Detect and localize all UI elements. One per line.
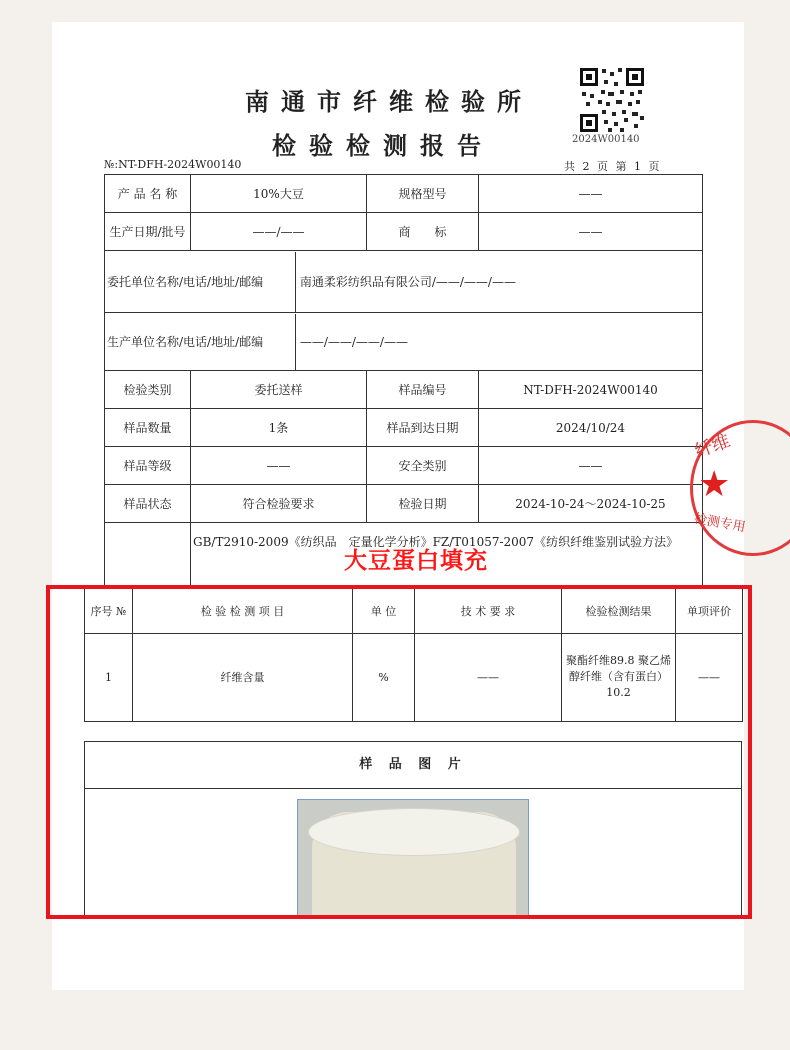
qr-code — [578, 66, 646, 134]
highlight-box — [46, 585, 752, 919]
row-requirement: —— — [415, 633, 562, 721]
sample-no-label: 样品编号 — [367, 371, 479, 409]
star-icon: ★ — [698, 464, 731, 505]
row-unit: % — [353, 633, 415, 721]
quantity-label: 样品数量 — [105, 409, 191, 447]
col-header-unit: 单 位 — [353, 589, 415, 633]
photo-section-title: 样 品 图 片 — [85, 742, 741, 789]
col-header-result: 检验检测结果 — [562, 589, 676, 633]
inspect-type-label: 检验类别 — [105, 371, 191, 409]
sample-photo — [297, 799, 529, 919]
col-header-item: 检 验 检 测 项 目 — [133, 589, 353, 633]
grade-value: —— — [191, 447, 367, 485]
arrival-date-value: 2024/10/24 — [479, 409, 703, 447]
production-date-label: 生产日期/批号 — [105, 213, 191, 251]
client-label: 委托单位名称/电话/地址/邮编 — [107, 252, 296, 312]
safety-label: 安全类别 — [367, 447, 479, 485]
report-title: 检验检测报告 — [272, 131, 494, 160]
product-name-label: 产 品 名 称 — [105, 175, 191, 213]
info-table — [104, 174, 703, 589]
client-value: 南通柔彩纺织品有限公司/——/——/—— — [299, 274, 516, 289]
sample-state-label: 样品状态 — [105, 485, 191, 523]
institute-title: 南通市纤维检验所 — [245, 87, 533, 116]
grade-label: 样品等级 — [105, 447, 191, 485]
page-info: 共 2 页 第 1 页 — [564, 160, 662, 173]
basis-label-cell — [105, 523, 191, 589]
production-date-value: ——/—— — [191, 213, 367, 251]
producer-row — [105, 313, 703, 371]
col-header-no: 序号 № — [85, 589, 133, 633]
inspection-basis: GB/T2910-2009《纺织品 定量化学分析》FZ/T01057-2007《纺织纤维鉴别试验方法》 — [191, 523, 703, 589]
spec-value: —— — [479, 175, 703, 213]
spec-label: 规格型号 — [367, 175, 479, 213]
inspect-type-value: 委托送样 — [191, 371, 367, 409]
row-no: 1 — [85, 633, 133, 721]
stamp-top-text: 纤维 — [692, 430, 734, 463]
qr-caption: 2024W00140 — [572, 134, 640, 145]
row-item: 纤维含量 — [133, 633, 353, 721]
quantity-value: 1条 — [191, 409, 367, 447]
trademark-value: —— — [479, 213, 703, 251]
sample-photo-section — [84, 741, 742, 919]
test-items-table — [84, 589, 743, 722]
sample-state-value: 符合检验要求 — [191, 485, 367, 523]
arrival-date-label: 样品到达日期 — [367, 409, 479, 447]
stamp-bottom-text: 检测专用 — [692, 511, 747, 536]
col-header-evaluation: 单项评价 — [676, 589, 743, 633]
client-row — [105, 251, 703, 313]
row-evaluation: —— — [676, 633, 743, 721]
sample-no-value: NT-DFH-2024W00140 — [479, 371, 703, 409]
fabric-roll-top — [308, 808, 520, 856]
producer-value: ——/——/——/—— — [299, 334, 408, 349]
trademark-label: 商 标 — [367, 213, 479, 251]
inspection-date-label: 检验日期 — [367, 485, 479, 523]
safety-value: —— — [479, 447, 703, 485]
product-name-value: 10%大豆 — [191, 175, 367, 213]
inspection-date-value: 2024-10-24～2024-10-25 — [479, 485, 703, 523]
document-number: №:NT-DFH-2024W00140 — [104, 158, 242, 171]
table-row — [85, 633, 743, 721]
col-header-requirement: 技 术 要 求 — [415, 589, 562, 633]
producer-label: 生产单位名称/电话/地址/邮编 — [107, 314, 296, 370]
highlight-headline: 大豆蛋白填充 — [344, 548, 488, 574]
row-result: 聚酯纤维89.8 聚乙烯醇纤维（含有蛋白）10.2 — [562, 633, 676, 721]
